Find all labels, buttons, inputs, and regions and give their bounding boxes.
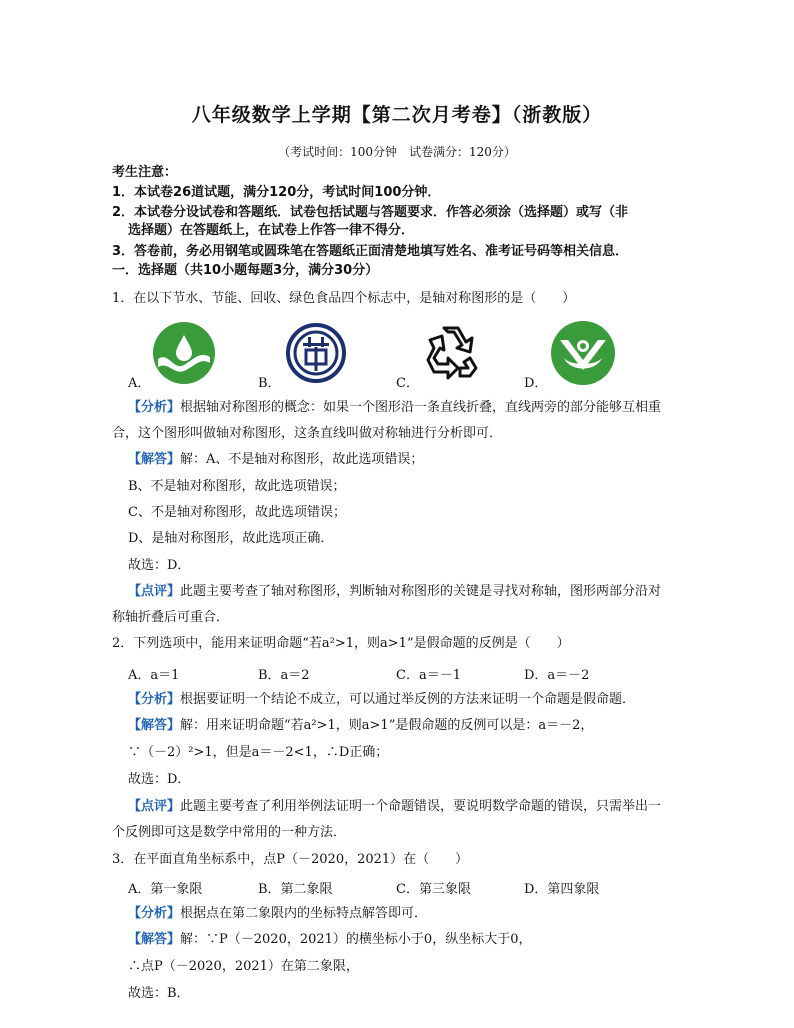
answer-tag: 【解答】 bbox=[128, 718, 181, 733]
comment-tag: 【点评】 bbox=[128, 584, 181, 599]
q2-option-c: C．a＝－1 bbox=[396, 668, 461, 683]
q2-answer-1: 解：用来证明命题“若a²>1，则a>1”是假命题的反例可以是：a＝－2， bbox=[180, 718, 594, 733]
q2-comment bbox=[128, 797, 661, 817]
q3-analysis bbox=[128, 904, 427, 924]
q3-choose: 故选：B． bbox=[128, 986, 190, 1001]
q1-comment-1: 此题主要考查了轴对称图形，判断轴对称图形的关键是寻找对称轴，图形两部分沿对 bbox=[180, 584, 662, 599]
q1-answer-4: D、是轴对称图形，故此选项正确． bbox=[128, 531, 334, 546]
section-heading: 一．选择题（共10小题每题3分，满分30分） bbox=[112, 263, 379, 278]
q1-answer-2: B、不是轴对称图形，故此选项错误； bbox=[128, 479, 346, 494]
answer-tag: 【解答】 bbox=[128, 452, 181, 467]
q2-option-b: B．a＝2 bbox=[258, 668, 310, 683]
q3-option-b: B．第二象限 bbox=[258, 882, 333, 897]
q3-answer-1: 解：∵P（－2020，2021）的横坐标小于0，纵坐标大于0， bbox=[180, 932, 532, 947]
q2-answer bbox=[128, 716, 593, 736]
green-food-logo-icon bbox=[550, 320, 616, 386]
q2-choose: 故选：D． bbox=[128, 772, 191, 787]
q1-option-d: D． bbox=[524, 376, 548, 391]
q3-option-d: D．第四象限 bbox=[524, 882, 600, 897]
q2-analysis-text-1: 根据要证明一个结论不成立，可以通过举反例的方法来证明一个命题是假命题． bbox=[180, 692, 636, 707]
q1-analysis bbox=[128, 398, 661, 418]
q1-answer-1: 解：A、不是轴对称图形，故此选项错误； bbox=[180, 452, 424, 467]
energy-saving-logo-icon bbox=[286, 323, 346, 383]
q3-option-a: A．第一象限 bbox=[128, 882, 203, 897]
q1-answer bbox=[128, 450, 423, 470]
q3-option-c: C．第三象限 bbox=[396, 882, 471, 897]
q1-analysis-text-1: 根据轴对称图形的概念：如果一个图形沿一条直线折叠，直线两旁的部分能够互相重 bbox=[180, 400, 662, 415]
analysis-tag: 【分析】 bbox=[128, 692, 181, 707]
q1-option-a: A． bbox=[128, 376, 151, 391]
q2-answer-2: ∵（－2）²>1，但是a＝－2<1，∴D正确； bbox=[128, 745, 389, 760]
q1-option-c: C． bbox=[396, 376, 419, 391]
q2-analysis bbox=[128, 690, 635, 710]
q2-stem: 2．下列选项中，能用来证明命题“若a²>1，则a>1”是假命题的反例是（ ） bbox=[112, 636, 570, 651]
q1-answer-3: C、不是轴对称图形，故此选项错误； bbox=[128, 505, 346, 520]
q1-choose: 故选：D． bbox=[128, 558, 191, 573]
note-3: 3．答卷前，务必用钢笔或圆珠笔在答题纸正面清楚地填写姓名、准考证号码等相关信息． bbox=[112, 244, 629, 259]
comment-tag: 【点评】 bbox=[128, 799, 181, 814]
q1-comment bbox=[128, 582, 661, 602]
page-title: 八年级数学上学期【第二次月考卷】（浙教版） bbox=[191, 104, 603, 126]
q3-answer-2: ∴点P（－2020，2021）在第二象限， bbox=[128, 959, 359, 974]
q3-answer bbox=[128, 930, 531, 950]
q2-comment-1: 此题主要考查了利用举例法证明一个命题错误，要说明数学命题的错误，只需举出一 bbox=[180, 799, 662, 814]
water-saving-logo-icon bbox=[152, 321, 216, 385]
q3-analysis-text-1: 根据点在第二象限内的坐标特点解答即可． bbox=[180, 906, 428, 921]
note-2b: 选择题）在答题纸上，在试卷上作答一律不得分． bbox=[128, 223, 415, 238]
q2-option-a: A．a＝1 bbox=[128, 668, 180, 683]
q1-analysis-text-2: 合，这个图形叫做轴对称图形，这条直线叫做对称轴进行分析即可． bbox=[112, 426, 503, 441]
q2-comment-2: 个反例即可这是数学中常用的一种方法． bbox=[112, 825, 347, 840]
q1-stem: 1．在以下节水、节能、回收、绿色食品四个标志中，是轴对称图形的是（ ） bbox=[112, 291, 576, 306]
q3-stem: 3．在平面直角坐标系中，点P（－2020，2021）在（ ） bbox=[112, 852, 469, 867]
answer-tag: 【解答】 bbox=[128, 932, 181, 947]
q2-option-d: D．a＝－2 bbox=[524, 668, 590, 683]
note-1: 1．本试卷26道试题，满分120分，考试时间100分钟． bbox=[112, 185, 441, 200]
notes-heading: 考生注意： bbox=[112, 165, 178, 180]
note-2a: 2．本试卷分设试卷和答题纸．试卷包括试题与答题要求．作答必须涂（选择题）或写（非 bbox=[112, 205, 629, 220]
page-subtitle: （考试时间：100分钟 试卷满分：120分） bbox=[278, 145, 516, 159]
recycle-logo-icon bbox=[420, 322, 484, 384]
q1-comment-2: 称轴折叠后可重合． bbox=[112, 610, 230, 625]
q1-option-b: B． bbox=[258, 376, 281, 391]
analysis-tag: 【分析】 bbox=[128, 400, 181, 415]
analysis-tag: 【分析】 bbox=[128, 906, 181, 921]
